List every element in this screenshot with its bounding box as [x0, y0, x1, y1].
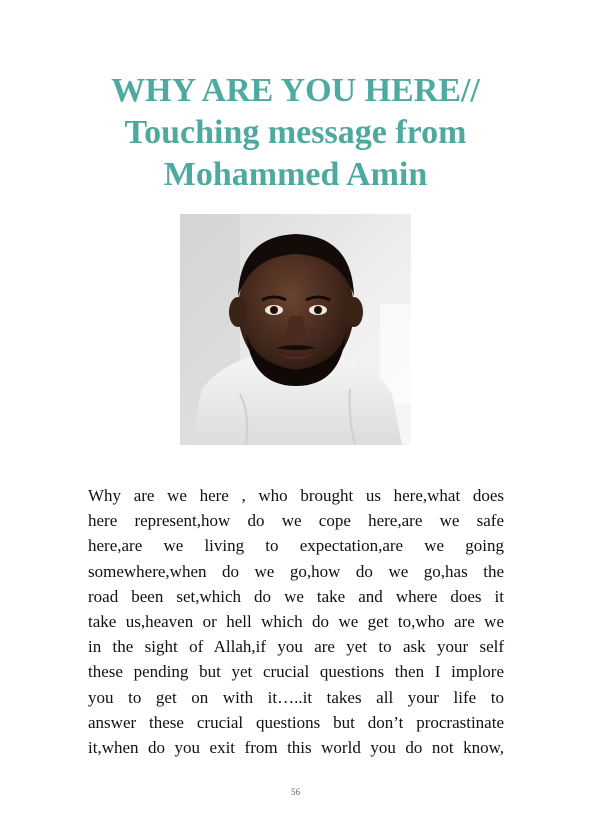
- body-line: answer these crucial questions but don’t procrastinate: [88, 712, 504, 732]
- portrait-photo: [180, 214, 411, 445]
- body-line: take us,heaven or hell which do we get to,who are we: [88, 612, 504, 632]
- body-line: somewhere,when do we go,how do we go,has the: [88, 561, 504, 581]
- body-line: in the sight of Allah,if you are yet to ask your self: [88, 637, 504, 657]
- body-line: here,are we living to expectation,are we going: [88, 536, 504, 556]
- title-line-1: WHY ARE YOU HERE//: [111, 72, 480, 109]
- page-title: [0, 70, 591, 196]
- body-line: these pending but yet crucial questions then I implore: [88, 662, 504, 682]
- body-line: road been set,which do we take and where does it: [88, 586, 504, 606]
- body-line: it,when do you exit from this world you do not know,: [88, 738, 504, 758]
- body-line: here represent,how do we cope here,are we safe: [88, 511, 504, 531]
- body-line: you to get on with it…..it takes all your life to: [88, 687, 504, 707]
- page-number: 56: [291, 787, 300, 797]
- title-line-2: Touching message from: [124, 114, 467, 151]
- title-line-3: Mohammed Amin: [163, 156, 428, 193]
- body-line: Why are we here , who brought us here,what does: [88, 486, 504, 505]
- portrait-illustration: [180, 214, 411, 445]
- body-paragraph: [88, 483, 504, 760]
